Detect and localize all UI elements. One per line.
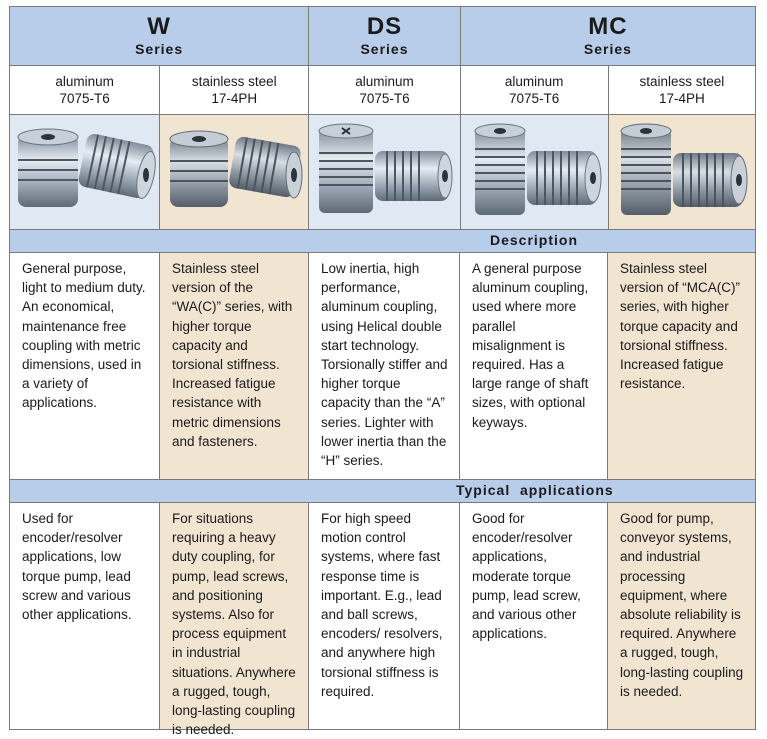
applications-row	[10, 503, 755, 738]
series-title: MC	[588, 13, 628, 40]
coupling-pair-aluminum-w-icon	[10, 115, 160, 229]
applications-heading: Typical applications	[456, 482, 614, 498]
series-title: W	[147, 13, 171, 40]
material-name: stainless steel	[639, 74, 725, 89]
material-grade: 7075-T6	[509, 91, 560, 106]
series-title: DS	[366, 13, 403, 40]
material-grade: 17-4PH	[211, 91, 258, 106]
product-image-mca	[609, 115, 755, 229]
application-cell: For situations requiring a heavy duty coupling, for pump, lead screws, and positioning systems. Also for process equipment in industrial situations. Anywhere a rugged, tough, long-lasting coupling is needed.	[160, 503, 309, 729]
material-grade: 17-4PH	[658, 91, 705, 106]
material-cell	[160, 66, 309, 114]
coupling-pair-stainless-wa-icon	[160, 115, 309, 229]
series-ds-header	[309, 7, 461, 65]
description-row	[10, 253, 755, 479]
series-mc-header	[461, 7, 755, 65]
description-cell: A general purpose aluminum coupling, used where more parallel misalignment is required. Has a large range of shaft sizes, with optional keyways.	[460, 253, 608, 479]
product-image-row	[10, 115, 755, 229]
material-grade: 7075-T6	[59, 91, 110, 106]
description-heading: Description	[490, 232, 579, 248]
description-cell: Stainless steel version of “MCA(C)” series, with higher torque capacity and torsional stiffness. Increased fatigue resistance.	[608, 253, 755, 479]
coupling-pair-aluminum-ds-icon	[309, 115, 460, 229]
application-cell: For high speed motion control systems, where fast response time is important. E.g., lead and ball screws, encoders/ resolvers, and anywhere high torsional stiffness is required.	[309, 503, 460, 729]
application-cell: Good for encoder/resolver applications, moderate torque pump, lead screw, and various other applications.	[460, 503, 608, 729]
coupling-pair-stainless-mca-icon	[609, 115, 755, 229]
material-row	[10, 66, 755, 115]
material-cell	[309, 66, 460, 114]
product-image-w	[10, 115, 160, 229]
description-band	[10, 229, 755, 253]
material-name: aluminum	[355, 74, 414, 89]
application-cell: Good for pump, conveyor systems, and industrial processing equipment, where absolute reliability is required. Anywhere a rugged, tough, long-lasting coupling is needed.	[608, 503, 755, 729]
description-cell: Low inertia, high performance, aluminum coupling, using Helical double start technology. Torsionally stiffer and higher torque capacity than the “A” series. Lighter with lower inertia than the “H” series.	[309, 253, 460, 479]
description-cell: Stainless steel version of the “WA(C)” series, with higher torque capacity and torsional stiffness. Increased fatigue resistance with metric dimensions and fasteners.	[160, 253, 309, 479]
applications-band	[10, 479, 755, 503]
series-header-row	[10, 7, 755, 66]
material-name: aluminum	[55, 74, 114, 89]
material-name: stainless steel	[191, 74, 277, 89]
series-subtitle: Series	[135, 41, 184, 57]
application-cell: Used for encoder/resolver applications, low torque pump, lead screw and various other applications.	[10, 503, 160, 729]
coupling-comparison-table	[9, 6, 756, 738]
product-image-ds	[309, 115, 460, 229]
series-subtitle: Series	[583, 41, 632, 57]
coupling-pair-aluminum-mc-icon	[461, 115, 609, 229]
product-image-wa	[160, 115, 309, 229]
series-subtitle: Series	[360, 41, 409, 57]
description-cell: General purpose, light to medium duty. An economical, maintenance free coupling with metric dimensions, used in a variety of applications.	[10, 253, 160, 479]
material-cell	[461, 66, 609, 114]
material-cell	[10, 66, 160, 114]
product-image-mc	[461, 115, 609, 229]
material-grade: 7075-T6	[359, 91, 410, 106]
series-w-header	[10, 7, 309, 65]
material-name: aluminum	[504, 74, 564, 89]
material-cell	[609, 66, 755, 114]
